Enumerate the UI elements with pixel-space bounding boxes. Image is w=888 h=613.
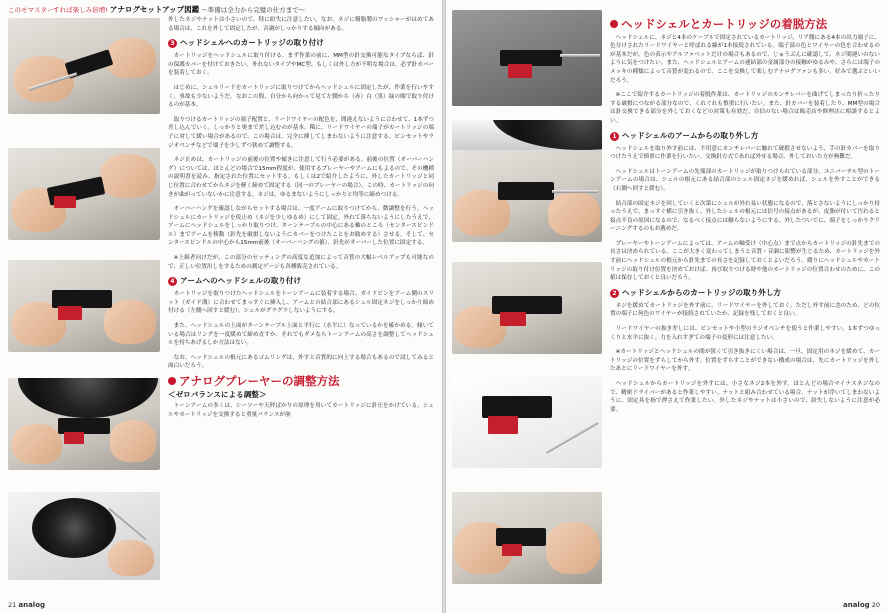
- section-1-paragraph: プレーヤーやトーンアームによっては、アームの軸受け（中心点）まで点からカートリッジの針先までの長さは決められている。ここが大きく変わってしまうと音質・音調に影響が生じるため、カートリッジを外す前にヘッドシェルの根元から針先までの長さを記録しておくとよいだろう。綴りにヘッドシェルやカートリッジの取り付け位置を決めておけば、再び取りつける時や他のカートリッジの位置合わせのために、この値は保存しておくと良いだろう。: [610, 240, 880, 282]
- intro-paragraph: ヘッドシェルに、ネジと4本のケーブルで固定されているカートリッジ。リア側にある4本の出力端子に、色分けされたリードワイヤーと呼ばれる線が1本接続されている。端子部の色とワイヤーの色を合わせるのが基本だが、色の表示やアルファベットだけの場合もあるので、じゅうぶんに確認して、ネジ間違いのないように気をつけたい。また、ヘッドシェルとアームの連結部の金属部分の接触がゆるみや、さらには端子のメッキの種類によって音質が変わるので、ここを交換して楽しむアナログファンも多い。好みで選ぶといいだろう。: [610, 34, 880, 84]
- left-text-column: [168, 16, 434, 606]
- running-head: [8, 4, 305, 15]
- left-page: [0, 0, 442, 613]
- section-4-title: アームへのヘッドシェルの取り付け: [180, 276, 302, 286]
- running-head-subtitle: 〜準備は全力から完璧の仕方まで〜: [201, 6, 306, 14]
- section-3-paragraph: 取りつけるカートリッジの端子配置と、リードワイヤーの配色を、間違えないように合わせて、1本ずつ差し込んでいく。しっかりと奥まで差し込むのが基本。稀に、リードワイヤーの端子がカートリッジの端子に対して緩い場合があるので、この場合は、完全に挿してしまわないように注意する。ピンセットやラジオペンチなどで端子を少しずつ狭めて調整する。: [168, 116, 434, 149]
- section-1-paragraph: ヘッドシェルを取り外す前には、不用意にカンチレバーに触れて破損させないよう、手の針カバーを取りつけたうえで慎重に作業を行いたい。交換針方式であれば外せる場合、外しておいた方が無難だ。: [610, 145, 880, 161]
- magazine-label: analog: [18, 601, 46, 609]
- page-folio-right: [843, 601, 880, 609]
- section-3-paragraph: ネジ止めは、カートリッジの前後の位置や傾きに注意して行う必要がある。前後の位置（オーバーハング）については、ほとんどの場合で15mm程度が、使用するプレーヤーやアームにもよるので、その機種の説明書を読み、指定された位置にセットする。もしくは2で紹介したように、外したカートリッジと同じ位置に合わせてからネジを軽く締めて固定する（同一のプレーヤーの場合）。この時、カートリッジの向きが曲がっていないかに注意する。ネジは、ゆるまないようにしっかりと均等に締めつける。: [168, 157, 434, 198]
- section-1-paragraph: 結合部の固定ネジを回していくと次第にシェルが外れ易い状態になるので、落とさないようにしっかり持ったうえで、まっすぐ横に引き抜く。外したシェルの根元には信号の接点があるが、皮脂が付いて汚れると接点不良の原因になるので、なるべく接点には触らないようにする。外したついでに、端子をしっかりクリーニングするのもお薦めだ。: [610, 200, 880, 233]
- photo-hands-screwdriver: [452, 492, 602, 584]
- section-1-paragraph: ヘッドシェルはトーンアームの先端部のカートリッジが取りつけられている部分。ユニバーサル型のトーンアームの場合は、シェルの根元にある結合部のシェル固定ネジを緩めれば、シェルを外すことができる（右側へ回すと緩む）。: [610, 168, 880, 192]
- section-1-heading: [610, 132, 880, 141]
- photo-hands-headshell-1: [8, 18, 160, 114]
- main-section-heading: [168, 374, 434, 388]
- photo-hands-shell-front: [452, 262, 602, 354]
- section-3-paragraph: オーバーハングを確認しながらセットする場合は、一度アームに取りつけてから、微調整を行う。ヘッドシェルにカートリッジを仮止め（ネジを少しゆるめ）にして固定。外れて落ちないようにしたうえで、アームにヘッドシェルをしっかり取りつけ、ターンテーブルの中心にある軸のところ（センタースピンドル）までアームを移動（針先を破損しないようにカバーをつけたことをお勧めする）させる。そして、センタースピンドルの中心から15mm前後（オーバーハングの値）、針先がオーバーした位置に固定する。: [168, 206, 434, 247]
- right-text-column: [610, 16, 880, 606]
- section-3-title: ヘッドシェルへのカートリッジの取り付け: [180, 38, 324, 48]
- photo-turntable-arm: [8, 378, 160, 470]
- zero-balance-paragraph: トーンアームの多くは、シーソーや天秤ばかりの原理を用いてカートリッジに針圧をかけている。シェルやカートリッジを交換すると重量バランスが崩: [168, 403, 434, 418]
- photo-hands-headshell-2: [8, 148, 160, 240]
- section-4-paragraph: また、ヘッドシェルの上面がターンテーブル上面と平行に（水平に）なっているかを確かめる。傾いている場合はリングを一度緩めて締め直すか、それでもダメならトーンアームの高さを調整してヘッドシェルを持ちあげるしか方法はない。: [168, 323, 434, 347]
- section-4-paragraph: カートリッジを取りつけたヘッドシェルをトーンアームに装着する場合、ガイドピンをアーム側のスリット（ガイド溝）に合わせてまっすぐに挿入し、アームとの結合部にあるシェル固定ネジをしっかり締め付ける（左側へ回すと緩む）。シェルがグラグラしないようにする。: [168, 291, 434, 315]
- intro-note: ※ここで紹介するカートリッジの着脱作業は、カートリッジのカンチレバーを曲げてしまったり折ったりする破損につながる部分なので、くれぐれも慎重に行いたい。また、針カバーを装着したり、MM型の場合は針交換できる部分を外しておくなどの対策も有効だ。自信のない場合は販売店や修理店に相談するとよい。: [610, 92, 880, 124]
- photo-turntable-top: [8, 492, 160, 580]
- magazine-label: analog: [842, 601, 870, 609]
- zero-balance-subheading: ＜ゼロバランスによる調整＞: [168, 389, 267, 399]
- red-dot-bullet: [168, 377, 176, 385]
- section-4-heading: [168, 277, 434, 286]
- page-number: 20: [871, 601, 880, 609]
- red-dot-bullet: [610, 20, 618, 28]
- running-head-tag: このモマスターすれば楽しみ倍増!: [8, 6, 108, 14]
- page-folio-left: [8, 601, 45, 609]
- intro-paragraph: 外したネジやナットは小さいので、特に紛失に注意したい。なお、ネジに樹脂製のワッシャーがはめてある場合は、これを外して固定したが、音調がしっかりする傾向がある。: [168, 17, 434, 32]
- section-2-note: ※カートリッジとヘッドシェルの間が狭くて引き抜きにくい場合は、一旦、固定用のネジを緩めて、カートリッジの位置をずらしてから外す。位置をずらすことができない構成の場合は、先にカートリッジを外したあとにリードワイヤーを外す。: [610, 349, 880, 373]
- page-number: 21: [8, 601, 17, 609]
- main-section-title: ヘッドシェルとカートリッジの着脱方法: [621, 17, 828, 31]
- main-section-title: アナログプレーヤーの調整方法: [179, 374, 340, 388]
- section-3-heading: [168, 39, 434, 48]
- right-page: [446, 0, 888, 613]
- section-number-badge: 3: [168, 39, 177, 48]
- photo-hands-removing-shell: [452, 150, 602, 242]
- section-2-paragraph: ヘッドシェルからカートリッジを外すには、小さなネジ2本を外す。ほとんどの場合マイナスネジなので、精密ドライバーがあると作業しやすい。ナットと組み合わせている場合、ナットが浮いてしまわないように、固定具を指で押さえて作業したい。外したネジやナットは小さいので、紛失しないように注意が必要。: [610, 381, 880, 413]
- photo-cartridge-with-pen: [452, 376, 602, 468]
- photo-turntable-headshell-closeup: [452, 10, 602, 106]
- section-number-badge: 4: [168, 277, 177, 286]
- section-number-badge: 1: [610, 132, 619, 141]
- main-section-heading: [610, 17, 880, 31]
- running-head-title: アナログセットアップ図鑑: [109, 5, 200, 14]
- section-3-paragraph: カートリッジをヘッドシェルに取り付ける。まず作業の前に、MM型の針交換可能なタイプならば、針の保護カバーを付けておきたい。外れないタイプやMC型、もしくは外し方が不明な場合は、必ず針カバーを装着しておく。: [168, 53, 434, 77]
- section-3-paragraph: はじめに、シェルリードをカートリッジに取りつけてからヘッドシェルに固定したが、作業を行いやすく、事故も少ないようだ。なおこの間、自分から向かって見て左側から（赤）白（黒）緑の順で取り付けるのが基本。: [168, 84, 434, 109]
- section-4-paragraph: なお、ヘッドシェルの根元にあるゴムリングは、外すと音質的に向上する場合もあるので試してみると面白いだろう。: [168, 354, 434, 370]
- section-1-title: ヘッドシェルのアームからの取り外し方: [622, 130, 759, 140]
- section-2-heading: [610, 289, 880, 298]
- section-3-note: ※上級者向けだが、この部分のセッティングの高度な追加によって音質の大幅レベルアップも可能なので、正しい位置出しをするための測定ゲージも各種販売されている。: [168, 255, 434, 270]
- section-2-paragraph: リードワイヤーの抜き差しには、ピンセットや小型のラジオペンチを使うと作業しやすい。1本ずつゆっくりと水平に抜く。力を入れすぎての端子の変形には注意したい。: [610, 326, 880, 341]
- section-2-title: ヘッドシェルからのカートリッジの取り外し方: [622, 288, 782, 298]
- section-2-paragraph: ネジを緩めてカートリッジを外す前に、リードワイヤーを外しておく。ただし外す前に念のため、どの位置の端子に何色のワイヤーが接続されていたか、記録を残しておくと良い。: [610, 302, 880, 318]
- photo-hands-headshell-3: [8, 260, 160, 352]
- section-number-badge: 2: [610, 289, 619, 298]
